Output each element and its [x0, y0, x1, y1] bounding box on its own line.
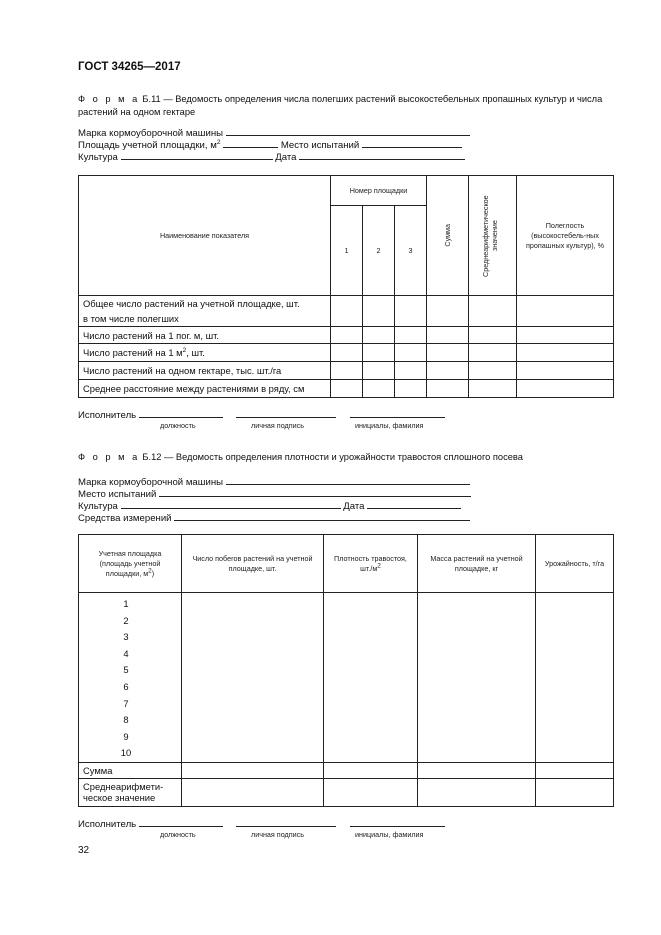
plot-num-1: 1	[331, 206, 363, 296]
plot-num-3: 3	[395, 206, 427, 296]
plot-number: 10	[120, 747, 132, 759]
plot-number: 9	[123, 730, 129, 742]
col-header-name: Наименование показателя	[79, 176, 331, 296]
sig-position-1: должность	[160, 421, 196, 430]
sig-sign-1: личная подпись	[251, 421, 304, 430]
field-machine-1: Марка кормоуборочной машины	[78, 125, 470, 137]
col-header-plot: Номер площадки	[331, 176, 427, 206]
row-lodged: в том числе полегших	[79, 312, 331, 327]
plot-number: 6	[123, 680, 129, 692]
plot-number: 2	[123, 614, 129, 626]
col-header-mass: Масса растений на учетной площадке, кг	[418, 535, 536, 593]
plot-number: 3	[123, 631, 129, 643]
form-b12-caption: Ф о р м а Б.12 — Ведомость определения плотности и урожайности травостоя сплошного посева	[78, 452, 523, 462]
form-b11-table	[78, 175, 614, 398]
field-culture-date-1: Культура Дата	[78, 149, 465, 161]
field-place-2: Место испытаний	[78, 486, 471, 498]
row-per-sqm: Число растений на 1 $м^2$, шт.	[79, 344, 331, 362]
plot-num-2: 2	[363, 206, 395, 296]
sig-position-2: должность	[160, 830, 196, 839]
sig-sign-2: личная подпись	[251, 830, 304, 839]
form-b11-caption: Ф о р м а Б.11 — Ведомость определения числа полегших растений высокостебельных пропашных культур и числа растений на одном гектаре	[78, 94, 603, 117]
col-header-count: Число побегов растений на учетной площадке, шт.	[182, 535, 324, 593]
row-average: Среднеарифмети-ческое значение	[79, 778, 182, 806]
row-avg-distance: Среднее расстояние между растениями в ряду, см	[79, 380, 331, 398]
row-sum: Сумма	[79, 762, 182, 778]
row-per-meter: Число растений на 1 пог. м, шт.	[79, 327, 331, 344]
page-number: 32	[78, 845, 90, 856]
sig-initials-2: инициалы, фамилия	[355, 830, 424, 839]
plot-number: 1	[123, 598, 129, 609]
row-total-plants: Общее число растений на учетной площадке, шт.	[79, 296, 331, 312]
standard-header: ГОСТ 34265—2017	[78, 61, 181, 73]
col-header-plot-2: Учетная площадка (площадь учетной площадки, м2)	[79, 535, 182, 593]
field-tools: Средства измерений	[78, 510, 470, 522]
field-area-place: Площадь учетной площадки, $м^2$ Место испытаний	[78, 137, 462, 149]
col-header-lodging: Полеглость (высокостебель-ных пропашных культур), %	[517, 176, 614, 296]
form-b12-table	[78, 534, 614, 807]
plot-numbers-cell	[79, 593, 182, 763]
col-header-avg: Среднеарифметическое значение	[469, 176, 517, 296]
field-culture-date-2: Культура Дата	[78, 498, 461, 510]
col-header-sum: Сумма	[427, 176, 469, 296]
col-header-yield: Урожайность, т/га	[536, 535, 614, 593]
plot-number: 8	[123, 714, 129, 726]
col-header-density: Плотность травостоя, шт./м2	[324, 535, 418, 593]
signature-line-2: Исполнитель	[78, 816, 445, 830]
row-per-hectare: Число растений на одном гектаре, тыс. шт./га	[79, 362, 331, 380]
signature-line-1: Исполнитель	[78, 407, 445, 421]
plot-number: 7	[123, 697, 129, 709]
sig-initials-1: инициалы, фамилия	[355, 421, 424, 430]
plot-number: 4	[123, 647, 129, 659]
plot-number: 5	[123, 664, 129, 676]
field-machine-2: Марка кормоуборочной машины	[78, 474, 470, 486]
